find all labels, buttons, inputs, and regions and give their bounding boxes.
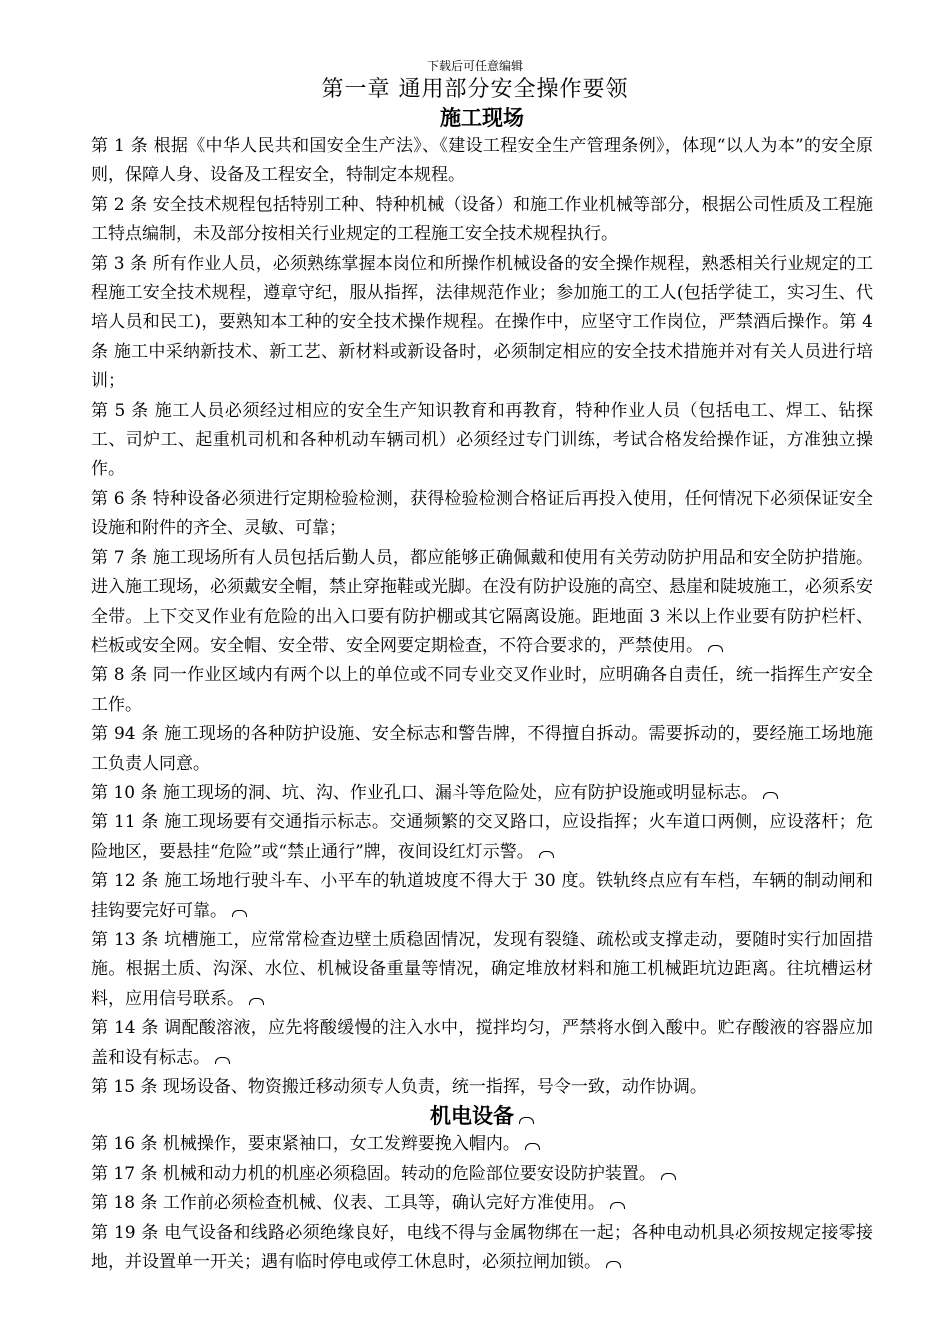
paragraph-mark-icon [215,1057,230,1064]
paragraph-mark-icon [606,1261,621,1268]
article-5: 第 5 条 施工人员必须经过相应的安全生产知识教育和再教育，特种作业人员（包括电工、焊工、钻探工、司炉工、起重机司机和各种机动车辆司机）必须经过专门训练，考试合格发给操作证，方准独立操作。 [91,400,873,480]
section-title-construction-site: 施工现场 [440,106,524,130]
paragraph-mark-icon [610,1202,625,1209]
paragraph-mark-icon [525,1143,540,1150]
paragraph-mark-icon [249,998,264,1005]
paragraph-mark-icon [519,1117,534,1124]
paragraph-mark-icon [232,910,247,917]
section-title-electromechanical: 机电设备 [91,1102,873,1130]
article-94: 第 94 条 施工现场的各种防护设施、安全标志和警告牌，不得擅自拆动。需要拆动的，要经施工场地施工负责人同意。 [91,724,873,774]
chapter-title: 第一章 通用部分安全操作要领 [321,77,629,102]
article-19: 第 19 条 电气设备和线路必须绝缘良好，电线不得与金属物绑在一起；各种电动机具必须按规定接零接地，并设置单一开关；遇有临时停电或停工休息时，必须拉闸加锁。 [91,1222,873,1273]
paragraph-mark-icon [661,1173,676,1180]
article-16: 第 16 条 机械操作，要束紧袖口，女工发辫要挽入帽内。 [91,1130,873,1159]
article-14: 第 14 条 调配酸溶液，应先将酸缓慢的注入水中，搅拌均匀，严禁将水倒入酸中。贮存酸液的容器应加盖和设有标志。 [91,1018,873,1068]
article-12: 第 12 条 施工场地行驶斗车、小平车的轨道坡度不得大于 30 度。铁轨终点应有车档，车辆的制动闸和挂钩要完好可靠。 [91,871,873,921]
article-18: 第 18 条 工作前必须检查机械、仪表、工具等，确认完好方准使用。 [91,1189,873,1218]
article-17: 第 17 条 机械和动力机的机座必须稳固。转动的危险部位要安设防护装置。 [91,1160,873,1189]
paragraph-mark-icon [539,851,554,858]
document-body [91,104,873,1277]
article-13: 第 13 条 坑槽施工，应常常检查边壁土质稳固情况，发现有裂缝、疏松或支撑走动，要随时实行加固措施。根据土质、沟深、水位、机械设备重量等情况，确定堆放材料和施工机械距坑边距离。往坑槽运材料，应用信号联系。 [91,929,873,1009]
article-2: 第 2 条 安全技术规程包括特别工种、特种机械（设备）和施工作业机械等部分，根据公司性质及工程施工特点编制，未及部分按相关行业规定的工程施工安全技术规程执行。 [91,194,873,245]
paragraph-mark-icon [763,792,778,799]
article-15: 第 15 条 现场设备、物资搬迁移动须专人负责，统一指挥，号令一致，动作协调。 [91,1077,707,1097]
article-6: 第 6 条 特种设备必须进行定期检验检测，获得检验检测合格证后再投入使用，任何情况下必须保证安全设施和附件的齐全、灵敏、可靠； [91,488,873,539]
paragraph-mark-icon [708,645,723,652]
article-11: 第 11 条 施工现场要有交通指示标志。交通频繁的交叉路口，应设指挥；火车道口两侧，应设落杆；危险地区，要悬挂“危险”或“禁止通行”牌，夜间设红灯示警。 [91,812,873,862]
article-1: 第 1 条 根据《中华人民共和国安全生产法》、《建设工程安全生产管理条例》，体现“以人为本”的安全原则，保障人身、设备及工程安全，特制定本规程。 [91,136,873,186]
article-3: 第 3 条 所有作业人员，必须熟练掌握本岗位和所操作机械设备的安全操作规程，熟悉相关行业规定的工程施工安全技术规程，遵章守纪，服从指挥，法律规范作业；参加施工的工人(包括学徒工，实习生、代培人员和民工)，要熟知本工种的安全技术操作规程。在操作中，应坚守工作岗位，严禁酒后操作。第 4 条 施工中采纳新技术、新工艺、新材料或新设备时，必须制定相应的安全技术措施并对有关人员进行培训； [91,253,873,392]
article-7: 第 7 条 施工现场所有人员包括后勤人员，都应能够正确佩戴和使用有关劳动防护用品和安全防护措施。进入施工现场，必须戴安全帽，禁止穿拖鞋或光脚。在没有防护设施的高空、悬崖和陡坡施工，必须系安全带。上下交叉作业有危险的出入口要有防护棚或其它隔离设施。距地面 3 米以上作业要有防护栏杆、栏板或安全网。安全帽、安全带、安全网要定期检查，不符合要求的，严禁使用。 [91,547,873,656]
article-8: 第 8 条 同一作业区域内有两个以上的单位或不同专业交叉作业时，应明确各自责任，统一指挥生产安全工作。 [91,665,873,715]
header-note: 下载后可任意编辑 [426,59,523,73]
article-10: 第 10 条 施工现场的洞、坑、沟、作业孔口、漏斗等危险处，应有防护设施或明显标志。 [91,779,873,808]
